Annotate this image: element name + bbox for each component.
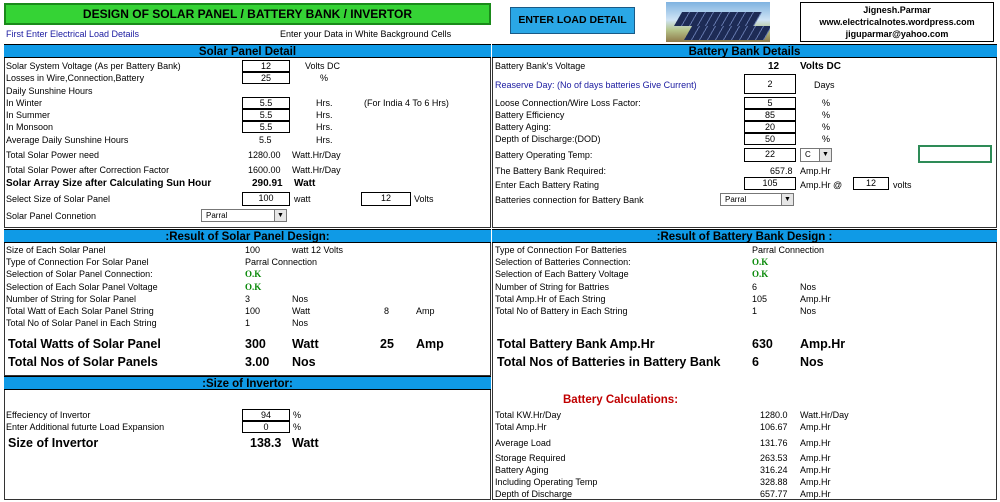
calc-avg-load-unit: Amp.Hr <box>800 438 831 448</box>
selected-cell[interactable] <box>918 145 992 163</box>
invertor-efficiency-input[interactable]: 94 <box>242 409 290 421</box>
panel-volts-unit: Volts <box>414 194 434 204</box>
total-batteries-label: Total Nos of Batteries in Battery Bank <box>497 355 721 369</box>
invertor-size-label: Size of Invertor <box>8 436 99 450</box>
battery-voltage-value: 12 <box>768 61 780 72</box>
india-sunshine-note: (For India 4 To 6 Hrs) <box>364 98 449 108</box>
result-string-watt-value: 100 <box>245 306 261 316</box>
load-expansion-input[interactable]: 0 <box>242 421 290 433</box>
calc-amphr-unit: Amp.Hr <box>800 422 831 432</box>
winter-input[interactable]: 5.5 <box>242 97 290 109</box>
result-string-amp-value: 8 <box>384 306 390 316</box>
batteries-per-string-unit: Nos <box>800 306 817 316</box>
array-size-unit: Watt <box>294 178 316 189</box>
monsoon-unit: Hrs. <box>316 122 333 132</box>
calc-temp-unit: Amp.Hr <box>800 477 831 487</box>
result-strings-label: Number of String for Solar Panel <box>6 294 137 304</box>
panel-connection-label: Solar Panel Connetion <box>6 211 97 221</box>
invertor-efficiency-label: Effeciency of Invertor <box>6 410 91 420</box>
total-panels-label: Total Nos of Solar Panels <box>8 355 158 369</box>
invertor-efficiency-unit: % <box>293 410 302 420</box>
battery-efficiency-input[interactable]: 85 <box>744 109 796 121</box>
chevron-down-icon[interactable]: ▼ <box>819 149 831 161</box>
reserve-day-label: Reaserve Day: (No of days batteries Give Current) <box>495 80 697 90</box>
battery-rating-volts-input[interactable]: 12 <box>853 177 889 190</box>
total-bank-amphr-value: 630 <box>752 337 773 351</box>
result-voltage-ok: O.K <box>245 282 262 292</box>
dod-input[interactable]: 50 <box>744 133 796 145</box>
invertor-size-unit: Watt <box>292 436 319 450</box>
total-batteries-unit: Nos <box>800 355 824 369</box>
solar-result-heading: :Result of Solar Panel Design: <box>4 229 491 243</box>
result-connection-type-value: Parral Connection <box>245 257 318 267</box>
bank-required-value: 657.8 <box>770 166 793 176</box>
operating-temp-input[interactable]: 22 <box>744 148 796 162</box>
power-after-correction-value: 1600.00 <box>248 165 281 175</box>
monsoon-label: In Monsoon <box>6 122 54 132</box>
string-amphr-label: Total Amp.Hr of Each String <box>495 294 606 304</box>
calc-avg-load-value: 131.76 <box>760 438 788 448</box>
calc-dod-unit: Amp.Hr <box>800 489 831 499</box>
invertor-heading: :Size of Invertor: <box>4 376 491 390</box>
calc-avg-load-label: Average Load <box>495 438 551 448</box>
battery-efficiency-label: Battery Efficiency <box>495 110 565 120</box>
battery-aging-unit: % <box>822 122 831 132</box>
result-panel-size-label: Size of Each Solar Panel <box>6 245 106 255</box>
operating-temp-label: Battery Operating Temp: <box>495 150 593 160</box>
panel-size-unit: watt <box>294 194 311 204</box>
result-panels-per-string-unit: Nos <box>292 318 309 328</box>
total-batteries-value: 6 <box>752 355 759 369</box>
solar-power-need-unit: Watt.Hr/Day <box>292 150 341 160</box>
panel-connection-value: Parral <box>206 211 228 220</box>
battery-connection-dropdown[interactable] <box>720 193 794 206</box>
calc-temp-value: 328.88 <box>760 477 788 487</box>
calc-amphr-value: 106.67 <box>760 422 788 432</box>
battery-strings-label: Number of String for Battries <box>495 282 610 292</box>
load-expansion-label: Enter Additional futurte Load Expansion <box>6 422 165 432</box>
loss-factor-unit: % <box>822 98 831 108</box>
battery-aging-input[interactable]: 20 <box>744 121 796 133</box>
summer-unit: Hrs. <box>316 110 333 120</box>
battery-rating-volts-unit: volts <box>893 180 912 190</box>
sheet-title: DESIGN OF SOLAR PANEL / BATTERY BANK / INVERTOR <box>4 3 491 25</box>
reserve-day-input[interactable]: 2 <box>744 74 796 94</box>
battery-aging-label: Battery Aging: <box>495 122 552 132</box>
calc-kwh-value: 1280.0 <box>760 410 788 420</box>
reserve-day-unit: Days <box>814 80 835 90</box>
battery-connection-type-value: Parral Connection <box>752 245 825 255</box>
power-after-correction-label: Total Solar Power after Correction Factor <box>6 165 170 175</box>
calc-aging-value: 316.24 <box>760 465 788 475</box>
result-connection-check-label: Selection of Solar Panel Connection: <box>6 269 153 279</box>
total-amp-value: 25 <box>380 337 394 351</box>
chevron-down-icon[interactable]: ▼ <box>274 210 286 221</box>
calc-amphr-label: Total Amp.Hr <box>495 422 547 432</box>
battery-connection-check-label: Selection of Batteries Connection: <box>495 257 631 267</box>
total-panels-value: 3.00 <box>245 355 270 369</box>
battery-voltage-label: Battery Bank's Voltage <box>495 61 586 71</box>
result-string-watt-label: Total Watt of Each Solar Panel String <box>6 306 154 316</box>
result-strings-unit: Nos <box>292 294 309 304</box>
result-panel-size-extra: watt 12 Volts <box>292 245 344 255</box>
losses-label: Losses in Wire,Connection,Battery <box>6 73 145 83</box>
battery-rating-label: Enter Each Battery Rating <box>495 180 600 190</box>
solar-panel-detail-heading: Solar Panel Detail <box>4 44 491 58</box>
calc-storage-unit: Amp.Hr <box>800 453 831 463</box>
calc-dod-value: 657.77 <box>760 489 788 499</box>
result-connection-ok: O.K <box>245 269 262 279</box>
bank-required-unit: Amp.Hr <box>800 166 831 176</box>
author-name: Jignesh.Parmar <box>863 5 931 15</box>
sunshine-hours-label: Daily Sunshine Hours <box>6 86 93 96</box>
total-panels-unit: Nos <box>292 355 316 369</box>
calc-kwh-unit: Watt.Hr/Day <box>800 410 849 420</box>
invertor-size-value: 138.3 <box>250 436 282 450</box>
battery-efficiency-unit: % <box>822 110 831 120</box>
avg-sunshine-value: 5.5 <box>259 135 272 145</box>
monsoon-input[interactable]: 5.5 <box>242 121 290 133</box>
result-panels-per-string-value: 1 <box>245 318 251 328</box>
panel-connection-dropdown[interactable] <box>201 209 287 222</box>
calc-aging-unit: Amp.Hr <box>800 465 831 475</box>
total-watts-unit: Watt <box>292 337 319 351</box>
battery-result-heading: :Result of Battery Bank Design : <box>492 229 997 243</box>
result-connection-type-label: Type of Connection For Solar Panel <box>6 257 149 267</box>
solar-panel-image <box>666 2 770 42</box>
battery-connection-type-label: Type of Connection For Batteries <box>495 245 627 255</box>
result-string-watt-unit: Watt <box>292 306 311 316</box>
solar-power-need-value: 1280.00 <box>248 150 281 160</box>
panel-size-input[interactable]: 100 <box>242 192 290 206</box>
battery-rating-unit: Amp.Hr @ <box>800 180 843 190</box>
total-amp-unit: Amp <box>416 337 444 351</box>
dod-label: Depth of Discharge:(DOD) <box>495 134 601 144</box>
battery-voltage-unit: Volts DC <box>800 61 841 72</box>
battery-connection-label: Batteries connection for Battery Bank <box>495 195 644 205</box>
winter-label: In Winter <box>6 98 43 108</box>
temp-unit-dropdown[interactable] <box>800 148 832 162</box>
battery-connection-ok: O.K <box>752 257 769 267</box>
battery-voltage-check-label: Selection of Each Battery Voltage <box>495 269 629 279</box>
result-strings-value: 3 <box>245 294 251 304</box>
calc-temp-label: Including Operating Temp <box>495 477 598 487</box>
array-size-value: 290.91 <box>252 178 283 189</box>
loss-factor-input[interactable]: 5 <box>744 97 796 109</box>
author-email: jiguparmar@yahoo.com <box>845 29 949 39</box>
winter-unit: Hrs. <box>316 98 333 108</box>
battery-strings-value: 6 <box>752 282 758 292</box>
total-bank-amphr-unit: Amp.Hr <box>800 337 846 351</box>
result-voltage-check-label: Selection of Each Solar Panel Voltage <box>6 282 158 292</box>
total-bank-amphr-label: Total Battery Bank Amp.Hr <box>497 337 655 351</box>
battery-connection-value: Parral <box>725 195 747 204</box>
losses-unit: % <box>320 73 329 83</box>
battery-calculations-heading: Battery Calculations: <box>563 394 679 406</box>
battery-bank-details-heading: Battery Bank Details <box>492 44 997 58</box>
battery-strings-unit: Nos <box>800 282 817 292</box>
solar-power-need-label: Total Solar Power need <box>6 150 100 160</box>
author-site: www.electricalnotes.wordpress.com <box>819 17 975 27</box>
calc-aging-label: Battery Aging <box>495 465 549 475</box>
losses-input[interactable]: 25 <box>242 72 290 84</box>
power-after-correction-unit: Watt.Hr/Day <box>292 165 341 175</box>
result-string-amp-unit: Amp <box>416 306 435 316</box>
avg-sunshine-unit: Hrs. <box>316 135 333 145</box>
enter-load-detail-button[interactable]: ENTER LOAD DETAIL <box>510 7 635 34</box>
string-amphr-value: 105 <box>752 294 768 304</box>
panel-volts-input[interactable]: 12 <box>361 192 411 206</box>
system-voltage-label: Solar System Voltage (As per Battery Bank) <box>6 61 181 71</box>
dod-unit: % <box>822 134 831 144</box>
array-size-label: Solar Array Size after Calculating Sun Hour <box>6 178 212 189</box>
battery-voltage-ok: O.K <box>752 269 769 279</box>
summer-input[interactable]: 5.5 <box>242 109 290 121</box>
total-watts-value: 300 <box>245 337 266 351</box>
author-box <box>800 2 994 42</box>
summer-label: In Summer <box>6 110 51 120</box>
loss-factor-label: Loose Connection/Wire Loss Factor: <box>495 98 641 108</box>
temp-unit-value: C <box>805 150 811 159</box>
system-voltage-input[interactable]: 12 <box>242 60 290 72</box>
load-expansion-unit: % <box>293 422 302 432</box>
avg-sunshine-label: Average Daily Sunshine Hours <box>6 135 129 145</box>
hint-white-cells: Enter your Data in White Background Cells <box>280 29 452 39</box>
result-panel-size-value: 100 <box>245 245 261 255</box>
calc-dod-label: Depth of Discharge <box>495 489 573 499</box>
batteries-per-string-label: Total No of Battery in Each String <box>495 306 628 316</box>
total-watts-label: Total Watts of Solar Panel <box>8 337 161 351</box>
hint-load-details: First Enter Electrical Load Details <box>6 29 140 39</box>
batteries-per-string-value: 1 <box>752 306 758 316</box>
system-voltage-unit: Volts DC <box>305 61 341 71</box>
chevron-down-icon[interactable]: ▼ <box>781 194 793 205</box>
bank-required-label: The Battery Bank Required: <box>495 166 607 176</box>
string-amphr-unit: Amp.Hr <box>800 294 831 304</box>
calc-storage-label: Storage Required <box>495 453 566 463</box>
panel-size-label: Select Size of Solar Panel <box>6 194 111 204</box>
result-panels-per-string-label: Total No of Solar Panel in Each String <box>6 318 157 328</box>
calc-kwh-label: Total KW.Hr/Day <box>495 410 562 420</box>
calc-storage-value: 263.53 <box>760 453 788 463</box>
battery-rating-input[interactable]: 105 <box>744 177 796 190</box>
